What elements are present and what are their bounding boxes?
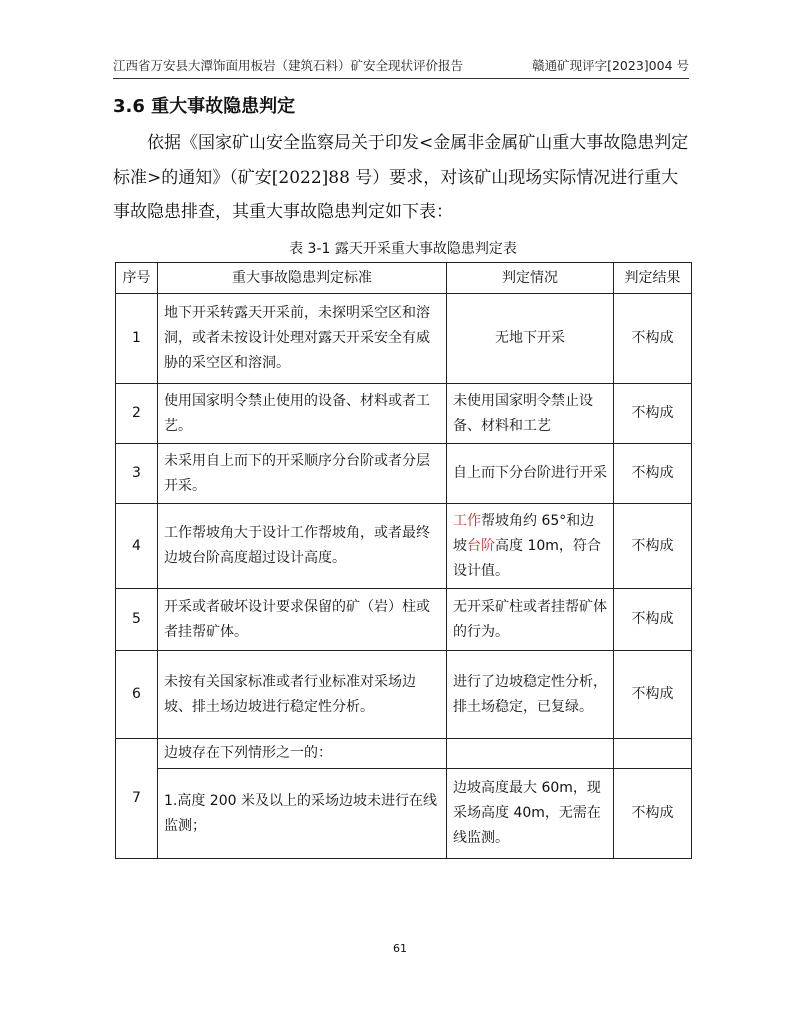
row-situation: 无开采矿柱或者挂帮矿体的行为。 [447,589,614,651]
row-standard-intro: 边坡存在下列情形之一的： [158,739,447,769]
row-no: 5 [116,589,158,651]
row-no: 2 [116,384,158,444]
table-row [116,739,692,769]
row-result: 不构成 [614,444,692,504]
row-result: 不构成 [614,651,692,739]
table-row [116,444,692,504]
header-no: 序号 [116,263,158,294]
row-situation: 进行了边坡稳定性分析，排土场稳定，已复绿。 [447,651,614,739]
header-document-number: 赣通矿现评字[2023]004 号 [532,58,689,73]
row-standard: 工作帮坡角大于设计工作帮坡角，或者最终边坡台阶高度超过设计高度。 [158,504,447,589]
row-no: 3 [116,444,158,504]
table-header-row [116,263,692,294]
row-situation [447,504,614,589]
table-caption: 表 3-1 露天开采重大事故隐患判定表 [289,241,517,257]
header-result: 判定结果 [614,263,692,294]
row-standard: 未按有关国家标准或者行业标准对采场边坡、排土场边坡进行稳定性分析。 [158,651,447,739]
row-standard: 地下开采转露天开采前，未探明采空区和溶洞，或者未按设计处理对露天开采安全有威胁的采空区和溶洞。 [158,294,447,384]
row-situation: 无地下开采 [447,294,614,384]
header-standard: 重大事故隐患判定标准 [158,263,447,294]
table-row [116,294,692,384]
row-result: 不构成 [614,294,692,384]
row-result: 不构成 [614,384,692,444]
row-standard: 未采用自上而下的开采顺序分台阶或者分层开采。 [158,444,447,504]
row-no: 1 [116,294,158,384]
table-row [116,504,692,589]
header-situation: 判定情况 [447,263,614,294]
situation-text-a: 帮坡角约 65°和边坡 [453,512,595,554]
page-number: 61 [393,942,407,955]
row-result: 不构成 [614,589,692,651]
row-situation: 自上而下分台阶进行开采 [447,444,614,504]
header-report-title: 江西省万安县大潭饰面用板岩（建筑石料）矿安全现状评价报告 [113,58,464,73]
highlight-bench: 台阶 [467,537,495,554]
row-result-empty [614,739,692,769]
row-no: 6 [116,651,158,739]
row-situation-empty [447,739,614,769]
row-situation: 未使用国家明令禁止设备、材料和工艺 [447,384,614,444]
row-standard-item: 1.高度 200 米及以上的采场边坡未进行在线监测； [158,769,447,859]
table-row [116,384,692,444]
intro-paragraph: 依据《国家矿山安全监察局关于印发<金属非金属矿山重大事故隐患判定标准>的通知》（矿安[2022]88 号）要求，对该矿山现场实际情况进行重大事故隐患排查，其重大事故隐患判定如下表： [113,133,689,222]
row-result: 不构成 [614,504,692,589]
table-row [116,589,692,651]
row-situation: 边坡高度最大 60m，现采场高度 40m，无需在线监测。 [447,769,614,859]
section-title: 3.6 重大事故隐患判定 [113,96,296,117]
situation-text-b: 高度 10m，符合设计值。 [453,537,601,579]
highlight-work: 工作 [453,512,481,529]
table-row [116,769,692,859]
row-standard: 使用国家明令禁止使用的设备、材料或者工艺。 [158,384,447,444]
hazard-judgement-table [115,262,692,859]
row-standard: 开采或者破坏设计要求保留的矿（岩）柱或者挂帮矿体。 [158,589,447,651]
running-header [113,56,689,79]
row-no: 7 [116,739,158,859]
row-no: 4 [116,504,158,589]
table-row [116,651,692,739]
row-result: 不构成 [614,769,692,859]
